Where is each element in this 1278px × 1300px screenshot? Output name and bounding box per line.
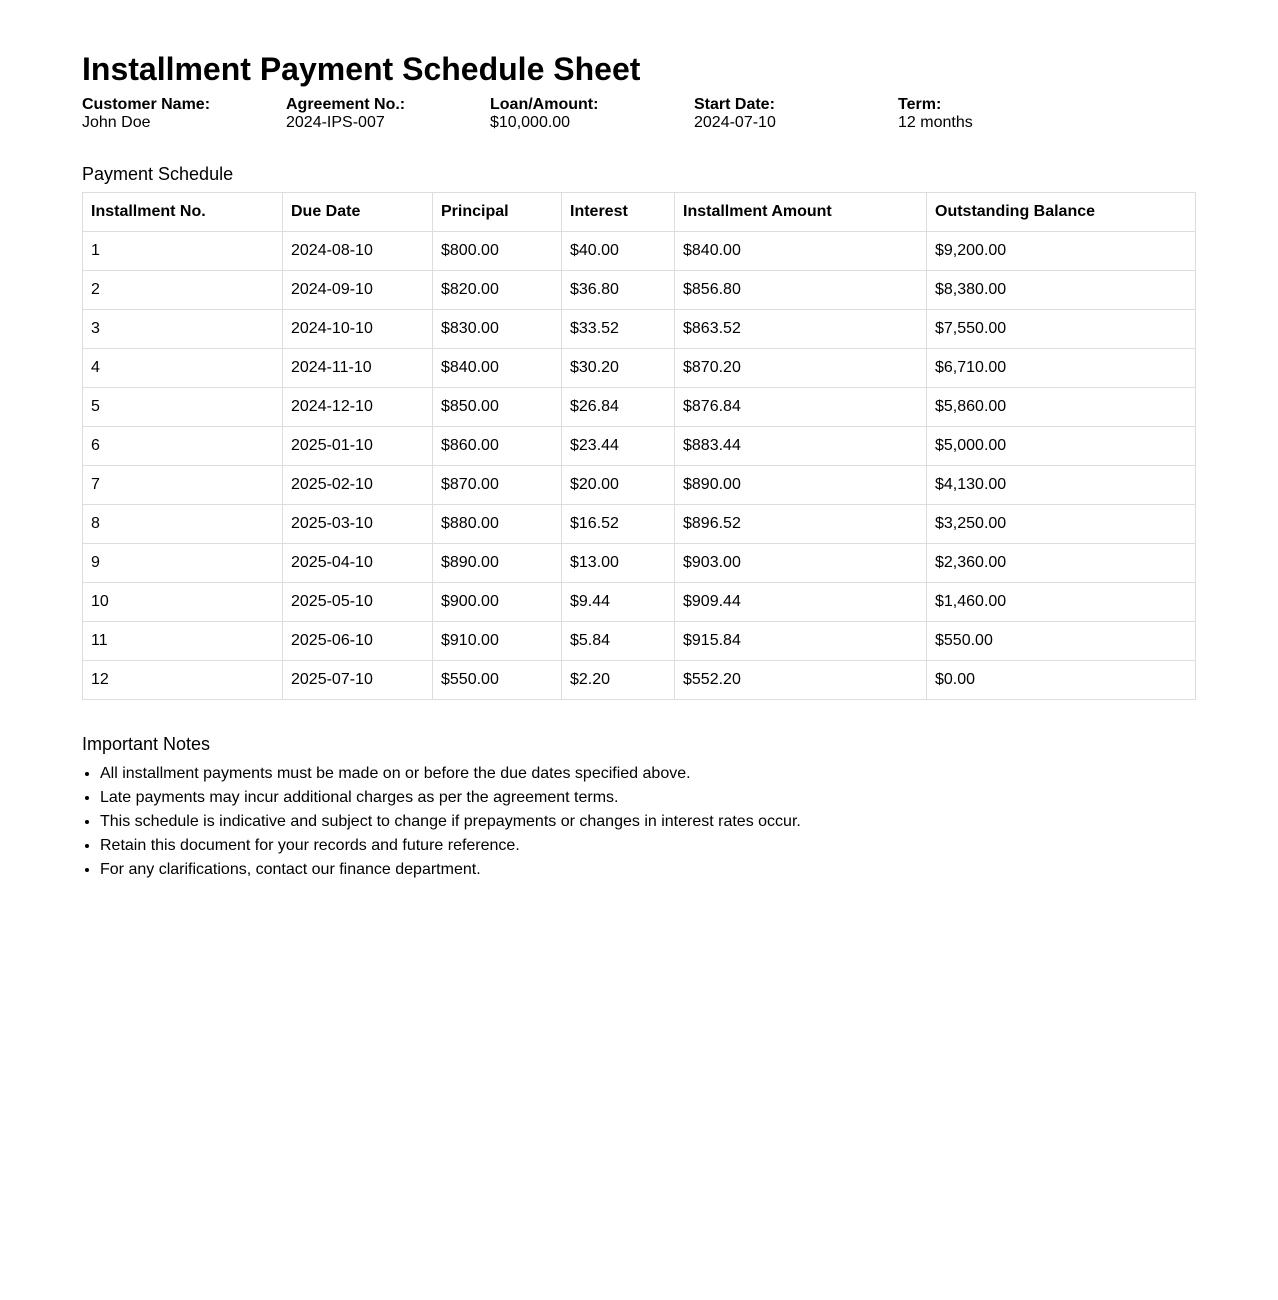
cell-installment-amount: $870.20 [675, 349, 927, 388]
cell-installment-amount: $863.52 [675, 310, 927, 349]
cell-interest: $20.00 [562, 466, 675, 505]
cell-installment-no: 2 [83, 271, 283, 310]
agreement-details [82, 96, 1196, 132]
cell-due-date: 2024-10-10 [283, 310, 433, 349]
cell-due-date: 2024-11-10 [283, 349, 433, 388]
meta-label: Loan/Amount: [490, 96, 599, 113]
cell-interest: $36.80 [562, 271, 675, 310]
meta-start-date [694, 96, 898, 132]
cell-installment-amount: $552.20 [675, 661, 927, 700]
cell-installment-no: 3 [83, 310, 283, 349]
cell-interest: $2.20 [562, 661, 675, 700]
cell-principal: $870.00 [433, 466, 562, 505]
cell-interest: $33.52 [562, 310, 675, 349]
cell-installment-amount: $915.84 [675, 622, 927, 661]
note-item: • For any clarifications, contact our finance department. [100, 858, 1196, 882]
cell-installment-no: 12 [83, 661, 283, 700]
cell-installment-no: 7 [83, 466, 283, 505]
cell-outstanding-balance: $2,360.00 [927, 544, 1196, 583]
column-header-interest: Interest [562, 193, 675, 232]
cell-installment-no: 1 [83, 232, 283, 271]
cell-outstanding-balance: $1,460.00 [927, 583, 1196, 622]
table-header-row [83, 193, 1196, 232]
cell-principal: $900.00 [433, 583, 562, 622]
cell-due-date: 2025-07-10 [283, 661, 433, 700]
meta-label: Agreement No.: [286, 96, 406, 113]
table-row [83, 349, 1196, 388]
cell-due-date: 2024-12-10 [283, 388, 433, 427]
cell-installment-no: 10 [83, 583, 283, 622]
schedule-heading: Payment Schedule [82, 164, 234, 184]
table-row [83, 388, 1196, 427]
cell-outstanding-balance: $4,130.00 [927, 466, 1196, 505]
cell-installment-amount: $896.52 [675, 505, 927, 544]
table-row [83, 310, 1196, 349]
table-row [83, 544, 1196, 583]
cell-principal: $880.00 [433, 505, 562, 544]
cell-interest: $5.84 [562, 622, 675, 661]
cell-due-date: 2025-01-10 [283, 427, 433, 466]
table-row [83, 232, 1196, 271]
cell-due-date: 2025-03-10 [283, 505, 433, 544]
cell-principal: $860.00 [433, 427, 562, 466]
cell-outstanding-balance: $6,710.00 [927, 349, 1196, 388]
cell-interest: $40.00 [562, 232, 675, 271]
table-row [83, 271, 1196, 310]
payment-schedule-table [82, 192, 1196, 700]
table-row [83, 505, 1196, 544]
cell-installment-amount: $909.44 [675, 583, 927, 622]
cell-installment-amount: $883.44 [675, 427, 927, 466]
column-header-outstanding-balance: Outstanding Balance [927, 193, 1196, 232]
cell-installment-no: 6 [83, 427, 283, 466]
meta-term [898, 96, 1102, 132]
column-header-installment-no: Installment No. [83, 193, 283, 232]
cell-outstanding-balance: $5,000.00 [927, 427, 1196, 466]
cell-interest: $13.00 [562, 544, 675, 583]
cell-installment-no: 4 [83, 349, 283, 388]
cell-interest: $26.84 [562, 388, 675, 427]
meta-value: 2024-IPS-007 [286, 114, 385, 131]
meta-value: 2024-07-10 [694, 114, 776, 131]
note-item: • Retain this document for your records and future reference. [100, 834, 1196, 858]
note-item: • This schedule is indicative and subject to change if prepayments or changes in interest rates occur. [100, 810, 1196, 834]
document [82, 49, 1196, 882]
cell-installment-no: 5 [83, 388, 283, 427]
cell-installment-no: 9 [83, 544, 283, 583]
cell-due-date: 2024-09-10 [283, 271, 433, 310]
cell-principal: $800.00 [433, 232, 562, 271]
cell-principal: $850.00 [433, 388, 562, 427]
meta-label: Start Date: [694, 96, 775, 113]
cell-principal: $830.00 [433, 310, 562, 349]
table-row [83, 427, 1196, 466]
note-item: • All installment payments must be made on or before the due dates specified above. [100, 762, 1196, 786]
meta-customer-name [82, 96, 286, 132]
table-row [83, 622, 1196, 661]
cell-installment-no: 11 [83, 622, 283, 661]
cell-outstanding-balance: $550.00 [927, 622, 1196, 661]
cell-installment-no: 8 [83, 505, 283, 544]
cell-installment-amount: $903.00 [675, 544, 927, 583]
note-item: • Late payments may incur additional charges as per the agreement terms. [100, 786, 1196, 810]
meta-value: John Doe [82, 114, 151, 131]
cell-interest: $16.52 [562, 505, 675, 544]
table-row [83, 583, 1196, 622]
cell-outstanding-balance: $8,380.00 [927, 271, 1196, 310]
cell-interest: $30.20 [562, 349, 675, 388]
cell-principal: $890.00 [433, 544, 562, 583]
cell-installment-amount: $840.00 [675, 232, 927, 271]
notes-heading: Important Notes [82, 734, 211, 754]
table-row [83, 661, 1196, 700]
meta-label: Term: [898, 96, 942, 113]
cell-outstanding-balance: $7,550.00 [927, 310, 1196, 349]
column-header-due-date: Due Date [283, 193, 433, 232]
cell-installment-amount: $890.00 [675, 466, 927, 505]
meta-loan-amount [490, 96, 694, 132]
cell-installment-amount: $856.80 [675, 271, 927, 310]
cell-due-date: 2025-02-10 [283, 466, 433, 505]
cell-interest: $23.44 [562, 427, 675, 466]
cell-interest: $9.44 [562, 583, 675, 622]
page-title: Installment Payment Schedule Sheet [82, 51, 641, 87]
column-header-installment-amount: Installment Amount [675, 193, 927, 232]
cell-outstanding-balance: $9,200.00 [927, 232, 1196, 271]
meta-value: 12 months [898, 114, 973, 131]
cell-principal: $820.00 [433, 271, 562, 310]
notes-list [82, 762, 1196, 882]
table-row [83, 466, 1196, 505]
cell-principal: $840.00 [433, 349, 562, 388]
column-header-principal: Principal [433, 193, 562, 232]
cell-principal: $910.00 [433, 622, 562, 661]
cell-outstanding-balance: $0.00 [927, 661, 1196, 700]
meta-agreement-no [286, 96, 490, 132]
meta-value: $10,000.00 [490, 114, 571, 131]
cell-due-date: 2025-04-10 [283, 544, 433, 583]
cell-due-date: 2024-08-10 [283, 232, 433, 271]
cell-installment-amount: $876.84 [675, 388, 927, 427]
cell-principal: $550.00 [433, 661, 562, 700]
meta-label: Customer Name: [82, 96, 211, 113]
cell-outstanding-balance: $5,860.00 [927, 388, 1196, 427]
cell-due-date: 2025-06-10 [283, 622, 433, 661]
cell-due-date: 2025-05-10 [283, 583, 433, 622]
cell-outstanding-balance: $3,250.00 [927, 505, 1196, 544]
